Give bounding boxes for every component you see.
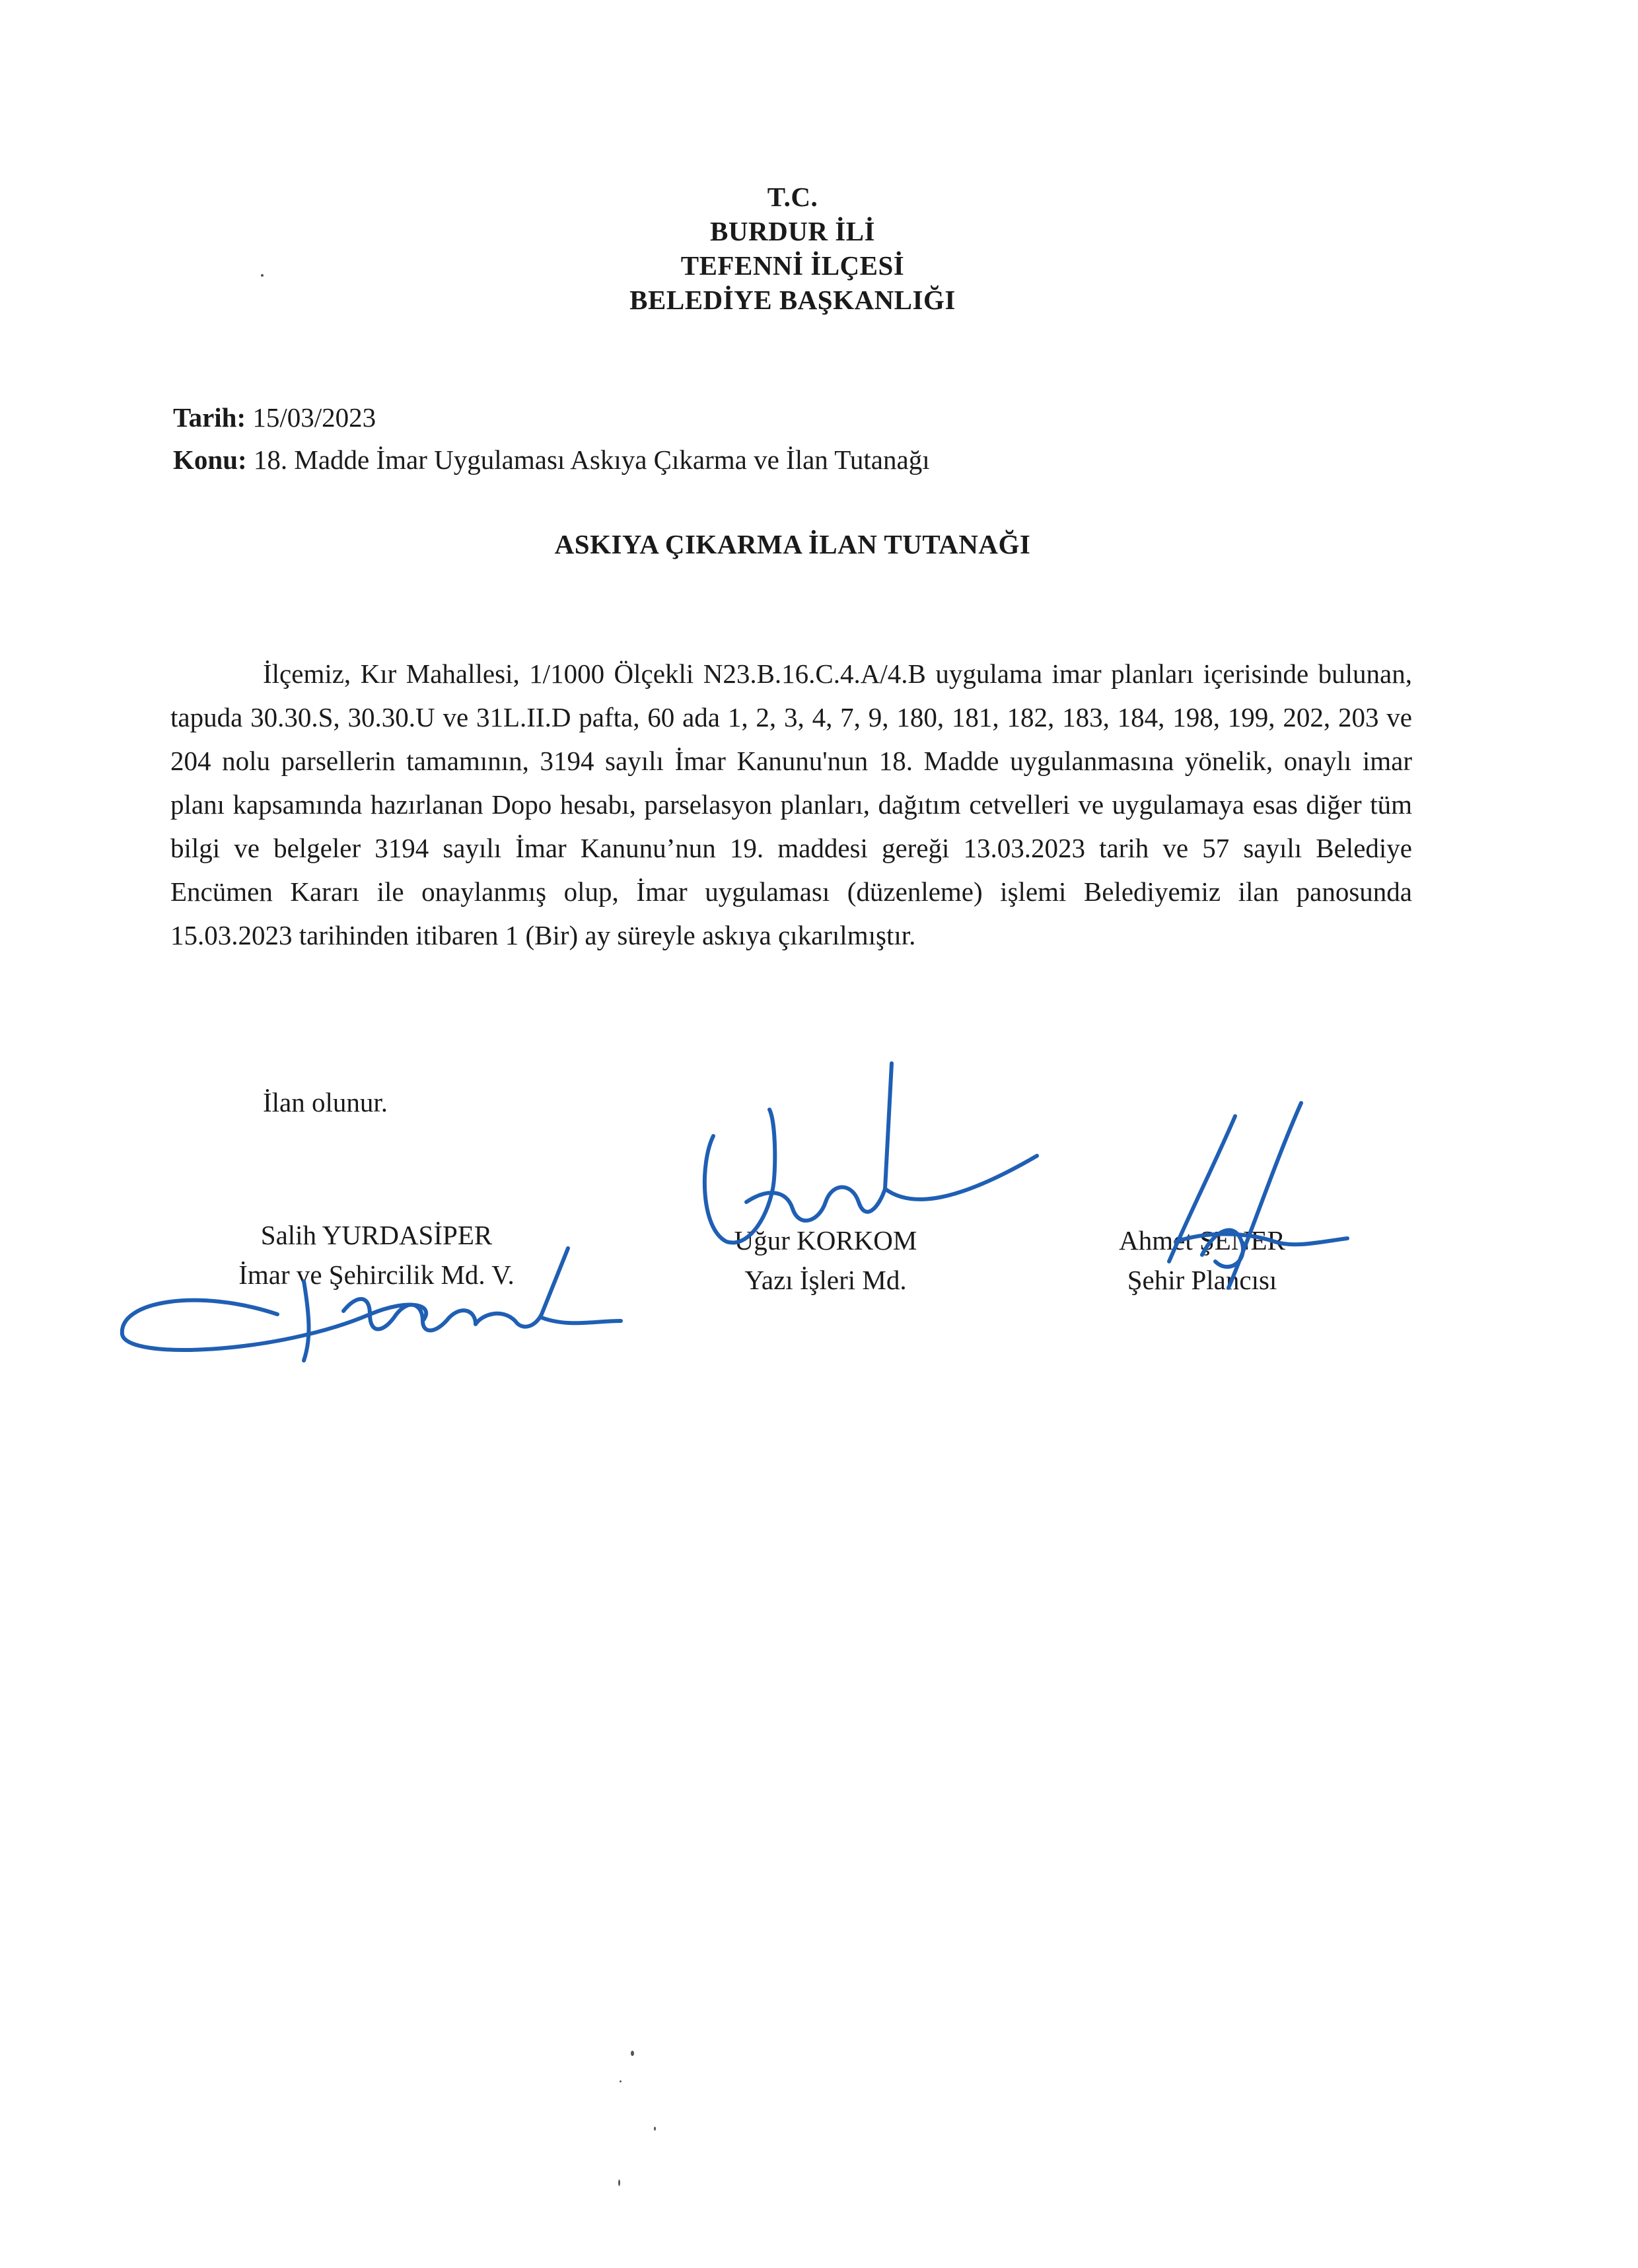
- signatory-role: Yazı İşleri Md.: [744, 1265, 907, 1295]
- scan-speck: [261, 274, 264, 277]
- signatory-3: [1070, 1221, 1334, 1300]
- subject-label: Konu:: [173, 444, 247, 475]
- body-paragraph: İlçemiz, Kır Mahallesi, 1/1000 Ölçekli N23.B.16.C.4.A/4.B uygulama imar planları içerisinde bulunan, tapuda 30.30.S, 30.30.U ve 31L.II.D pafta, 60 ada 1, 2, 3, 4, 7, 9, 180, 181, 182, 183, 184, 198, 199, 202, 203 ve 204 nolu parsellerin tamamının, 3194 sayılı İmar Kanunu'nun 18. Madde uygulanmasına yönelik, onaylı imar planı kapsamında hazırlanan Dopo hesabı, parselasyon planları, dağıtım cetvelleri ve uygulamaya esas diğer tüm bilgi ve belgeler 3194 sayılı İmar Kanunu’nun 19. maddesi gereği 13.03.2023 tarih ve 57 sayılı Belediye Encümen Kararı ile onaylanmış olup, İmar uygulaması (düzenleme) işlemi Belediyemiz ilan panosunda 15.03.2023 tarihinden itibaren 1 (Bir) ay süreyle askıya çıkarılmıştır.: [170, 658, 1412, 950]
- letterhead-institution: BELEDİYE BAŞKANLIĞI: [629, 285, 956, 315]
- letterhead-country: T.C.: [767, 182, 818, 212]
- signatory-role: Şehir Plancısı: [1127, 1265, 1277, 1295]
- scan-speck: [618, 2179, 620, 2186]
- letterhead-district: TEFENNİ İLÇESİ: [680, 250, 905, 281]
- letterhead-province: BURDUR İLİ: [710, 216, 875, 246]
- scan-speck: [620, 2080, 622, 2082]
- signatory-name: Salih YURDASİPER: [260, 1220, 493, 1250]
- document-title: ASKIYA ÇIKARMA İLAN TUTANAĞI: [554, 529, 1031, 559]
- signatory-2: [694, 1221, 958, 1300]
- signature-2: [705, 1063, 1037, 1243]
- date-label: Tarih:: [173, 402, 246, 433]
- date-line: [173, 396, 930, 439]
- signatory-role: İmar ve Şehircilik Md. V.: [238, 1259, 515, 1290]
- signatory-1: [198, 1215, 555, 1294]
- letterhead: [0, 180, 1585, 317]
- subject-value: 18. Madde İmar Uygulaması Askıya Çıkarma ve İlan Tutanağı: [246, 444, 930, 475]
- scan-speck: [631, 2051, 634, 2056]
- subject-line: [173, 439, 930, 481]
- closing-line: İlan olunur.: [263, 1087, 388, 1117]
- date-value: 15/03/2023: [246, 402, 376, 433]
- signatory-name: Ahmet ŞENER: [1119, 1225, 1285, 1256]
- scan-speck: [654, 2127, 656, 2131]
- document-meta: [173, 396, 930, 481]
- signatory-name: Uğur KORKOM: [734, 1225, 917, 1256]
